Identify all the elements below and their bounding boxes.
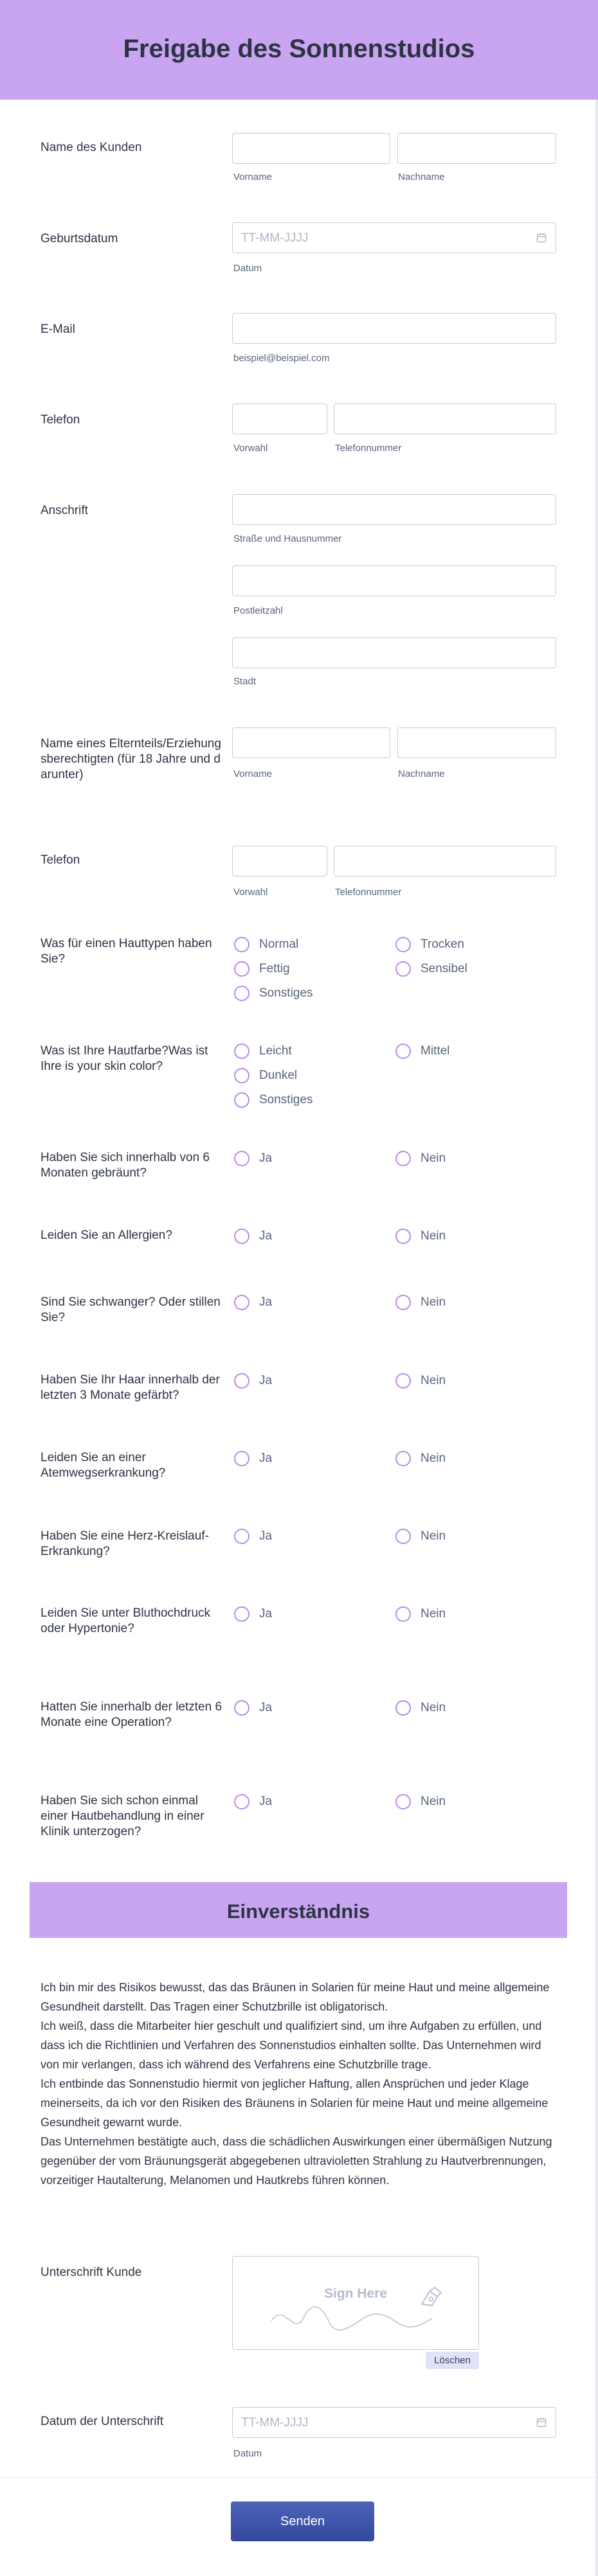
postal-code-input[interactable]: [232, 565, 556, 596]
radio-button[interactable]: [395, 1295, 411, 1310]
address-label: Anschrift: [41, 504, 88, 517]
option-label: Ja: [259, 1607, 273, 1621]
city-input[interactable]: [232, 637, 556, 668]
email-label: E-Mail: [41, 323, 75, 336]
customer-name-label: Name des Kunden: [41, 141, 142, 154]
radio-button[interactable]: [395, 961, 411, 977]
phone-area-code-sublabel: Vorwahl: [233, 443, 268, 454]
skin-type-label: Was für einen Hauttypen haben Sie?: [41, 937, 212, 966]
customer-last-name-input[interactable]: [397, 133, 556, 164]
option-label: Ja: [259, 1452, 273, 1465]
email-sublabel: beispiel@beispiel.com: [233, 353, 330, 364]
guardian-phone-area-code-sublabel: Vorwahl: [233, 887, 268, 898]
guardian-name-label: Name eines Elternteils/Erziehungsberechtigten (für 18 Jahre und darunter): [41, 737, 221, 781]
radio-button[interactable]: [234, 986, 249, 1001]
question-cardio-label: Haben Sie eine Herz-Kreislauf-Erkrankung?: [41, 1529, 209, 1558]
radio-button[interactable]: [395, 1044, 411, 1059]
page-edge: [595, 100, 598, 2576]
phone-label: Telefon: [41, 413, 80, 427]
form-header: [0, 0, 598, 100]
radio-button[interactable]: [234, 1295, 249, 1310]
option-label: Ja: [259, 1295, 273, 1309]
option-label: Sensibel: [421, 962, 467, 975]
birthdate-sublabel: Datum: [233, 263, 262, 274]
radio-button[interactable]: [234, 1068, 249, 1083]
radio-button[interactable]: [234, 1229, 249, 1244]
option-label: Nein: [421, 1374, 446, 1387]
question-allergies-label: Leiden Sie an Allergien?: [41, 1229, 172, 1242]
option-label: Sonstiges: [259, 986, 313, 1000]
option-label: Dunkel: [259, 1069, 298, 1082]
radio-button[interactable]: [395, 1373, 411, 1389]
option-label: Nein: [421, 1229, 446, 1243]
question-hair-dyed-label: Haben Sie Ihr Haar innerhalb der letzten 3 Monate gefärbt?: [41, 1373, 220, 1402]
radio-button[interactable]: [395, 1529, 411, 1544]
option-label: Fettig: [259, 962, 290, 975]
email-input[interactable]: [232, 313, 556, 344]
customer-first-name-input[interactable]: [232, 133, 390, 164]
signature-clear-button[interactable]: Löschen: [426, 2352, 479, 2369]
option-label: Nein: [421, 1151, 446, 1165]
consent-text: [41, 1978, 559, 2190]
guardian-last-name-input[interactable]: [397, 727, 556, 758]
question-blood-pressure-label: Leiden Sie unter Bluthochdruck oder Hypertonie?: [41, 1606, 211, 1635]
option-label: Ja: [259, 1151, 273, 1165]
question-pregnant-label: Sind Sie schwanger? Oder stillen Sie?: [41, 1295, 221, 1324]
customer-first-name-sublabel: Vorname: [233, 172, 273, 182]
option-label: Ja: [259, 1229, 273, 1243]
submit-button[interactable]: Senden: [231, 2501, 374, 2541]
radio-button[interactable]: [234, 1151, 249, 1166]
radio-button[interactable]: [234, 1373, 249, 1389]
guardian-phone-area-code-input[interactable]: [232, 846, 327, 876]
phone-area-code-input[interactable]: [232, 404, 327, 434]
signature-hint: Sign Here: [323, 2286, 388, 2301]
question-tanned-label: Haben Sie sich innerhalb von 6 Monaten gebräunt?: [41, 1151, 210, 1180]
street-sublabel: Straße und Hausnummer: [233, 533, 342, 544]
birthdate-placeholder: TT-MM-JJJJ: [241, 231, 309, 245]
radio-button[interactable]: [395, 1700, 411, 1716]
signature-date-input[interactable]: [232, 2407, 556, 2438]
consent-paragraph: Ich entbinde das Sonnenstudio hiermit von jeglicher Haftung, allen Ansprüchen und jeder Klage meinerseits, da ich vor den Risiken des Bräunens in Solarien für meine Haut und meine allgemeine Gesundheit gewarnt wurde.: [41, 2077, 548, 2129]
option-label: Ja: [259, 1374, 273, 1387]
postal-code-sublabel: Postleitzahl: [233, 605, 283, 616]
signature-date-sublabel: Datum: [233, 2448, 262, 2459]
radio-button[interactable]: [395, 1229, 411, 1244]
customer-last-name-sublabel: Nachname: [398, 172, 445, 182]
calendar-icon[interactable]: [536, 2417, 547, 2428]
radio-button[interactable]: [234, 1700, 249, 1716]
option-label: Ja: [259, 1529, 273, 1543]
guardian-phone-number-input[interactable]: [334, 846, 556, 876]
radio-button[interactable]: [234, 1044, 249, 1059]
radio-button[interactable]: [234, 1794, 249, 1809]
option-label: Sonstiges: [259, 1093, 313, 1106]
guardian-phone-number-sublabel: Telefonnummer: [335, 887, 402, 898]
radio-button[interactable]: [234, 1092, 249, 1108]
guardian-phone-label: Telefon: [41, 853, 80, 867]
option-label: Ja: [259, 1795, 273, 1808]
street-input[interactable]: [232, 494, 556, 525]
question-skin-treatment-label: Haben Sie sich schon einmal einer Hautbehandlung in einer Klinik unterzogen?: [41, 1794, 204, 1838]
consent-paragraph: Ich bin mir des Risikos bewusst, das das Bräunen in Solarien für meine Haut und meine allgemeine Gesundheit darstellt. Das Tragen einer Schutzbrille ist obligatorisch.: [41, 1981, 550, 2013]
consent-paragraph: Ich weiß, dass die Mitarbeiter hier geschult und qualifiziert sind, um ihre Aufgaben zu erfüllen, und dass ich die Richtlinien und Verfahren des Sonnenstudios einhalten sollte. Das Unternehmen wird von mir verlangen, dass ich während des Verfahrens eine Schutzbrille trage.: [41, 2020, 542, 2071]
skin-color-label: Was ist Ihre Hautfarbe?Was ist Ihre is your skin color?: [41, 1044, 208, 1073]
phone-number-input[interactable]: [334, 404, 556, 434]
radio-button[interactable]: [234, 1529, 249, 1544]
option-label: Mittel: [421, 1044, 450, 1058]
consent-section-title: Einverständnis: [226, 1900, 370, 1923]
calendar-icon[interactable]: [536, 233, 547, 243]
option-label: Nein: [421, 1295, 446, 1309]
radio-button[interactable]: [234, 1451, 249, 1466]
pen-icon: [418, 2285, 444, 2311]
radio-button[interactable]: [395, 1451, 411, 1466]
option-label: Nein: [421, 1529, 446, 1543]
radio-button[interactable]: [395, 1606, 411, 1622]
consent-paragraph: Das Unternehmen bestätigte auch, dass die schädlichen Auswirkungen einer übermäßigen Nutzung gegenüber der vom Bräunungsgerät abgegebenen ultravioletten Strahlung zu Hautverbrennungen, vorzeitiger Hautalterung, Melanomen und Hautkrebs führen können.: [41, 2135, 552, 2187]
question-respiratory-label: Leiden Sie an einer Atemwegserkrankung?: [41, 1451, 166, 1480]
option-label: Nein: [421, 1452, 446, 1465]
guardian-last-name-sublabel: Nachname: [398, 768, 445, 779]
option-label: Normal: [259, 937, 299, 951]
radio-button[interactable]: [395, 937, 411, 952]
radio-button[interactable]: [234, 937, 249, 952]
signature-pad[interactable]: [232, 2256, 479, 2350]
option-label: Nein: [421, 1607, 446, 1621]
birthdate-label: Geburtsdatum: [41, 232, 118, 245]
option-label: Nein: [421, 1795, 446, 1808]
option-label: Ja: [259, 1701, 273, 1714]
consent-section-header: [30, 1882, 567, 1938]
signature-date-label: Datum der Unterschrift: [41, 2415, 164, 2428]
option-label: Nein: [421, 1701, 446, 1714]
city-sublabel: Stadt: [233, 676, 257, 687]
radio-button[interactable]: [395, 1794, 411, 1809]
radio-button[interactable]: [395, 1151, 411, 1166]
phone-number-sublabel: Telefonnummer: [335, 443, 402, 454]
option-label: Trocken: [421, 937, 464, 951]
guardian-first-name-input[interactable]: [232, 727, 390, 758]
birthdate-input[interactable]: [232, 222, 556, 253]
radio-button[interactable]: [234, 961, 249, 977]
question-surgery-label: Hatten Sie innerhalb der letzten 6 Monate eine Operation?: [41, 1700, 222, 1729]
radio-button[interactable]: [234, 1606, 249, 1622]
signature-date-placeholder: TT-MM-JJJJ: [241, 2416, 309, 2429]
option-label: Leicht: [259, 1044, 292, 1058]
signature-label: Unterschrift Kunde: [41, 2266, 142, 2279]
guardian-first-name-sublabel: Vorname: [233, 768, 273, 779]
divider: [0, 2477, 598, 2478]
form-title: Freigabe des Sonnenstudios: [123, 35, 475, 63]
